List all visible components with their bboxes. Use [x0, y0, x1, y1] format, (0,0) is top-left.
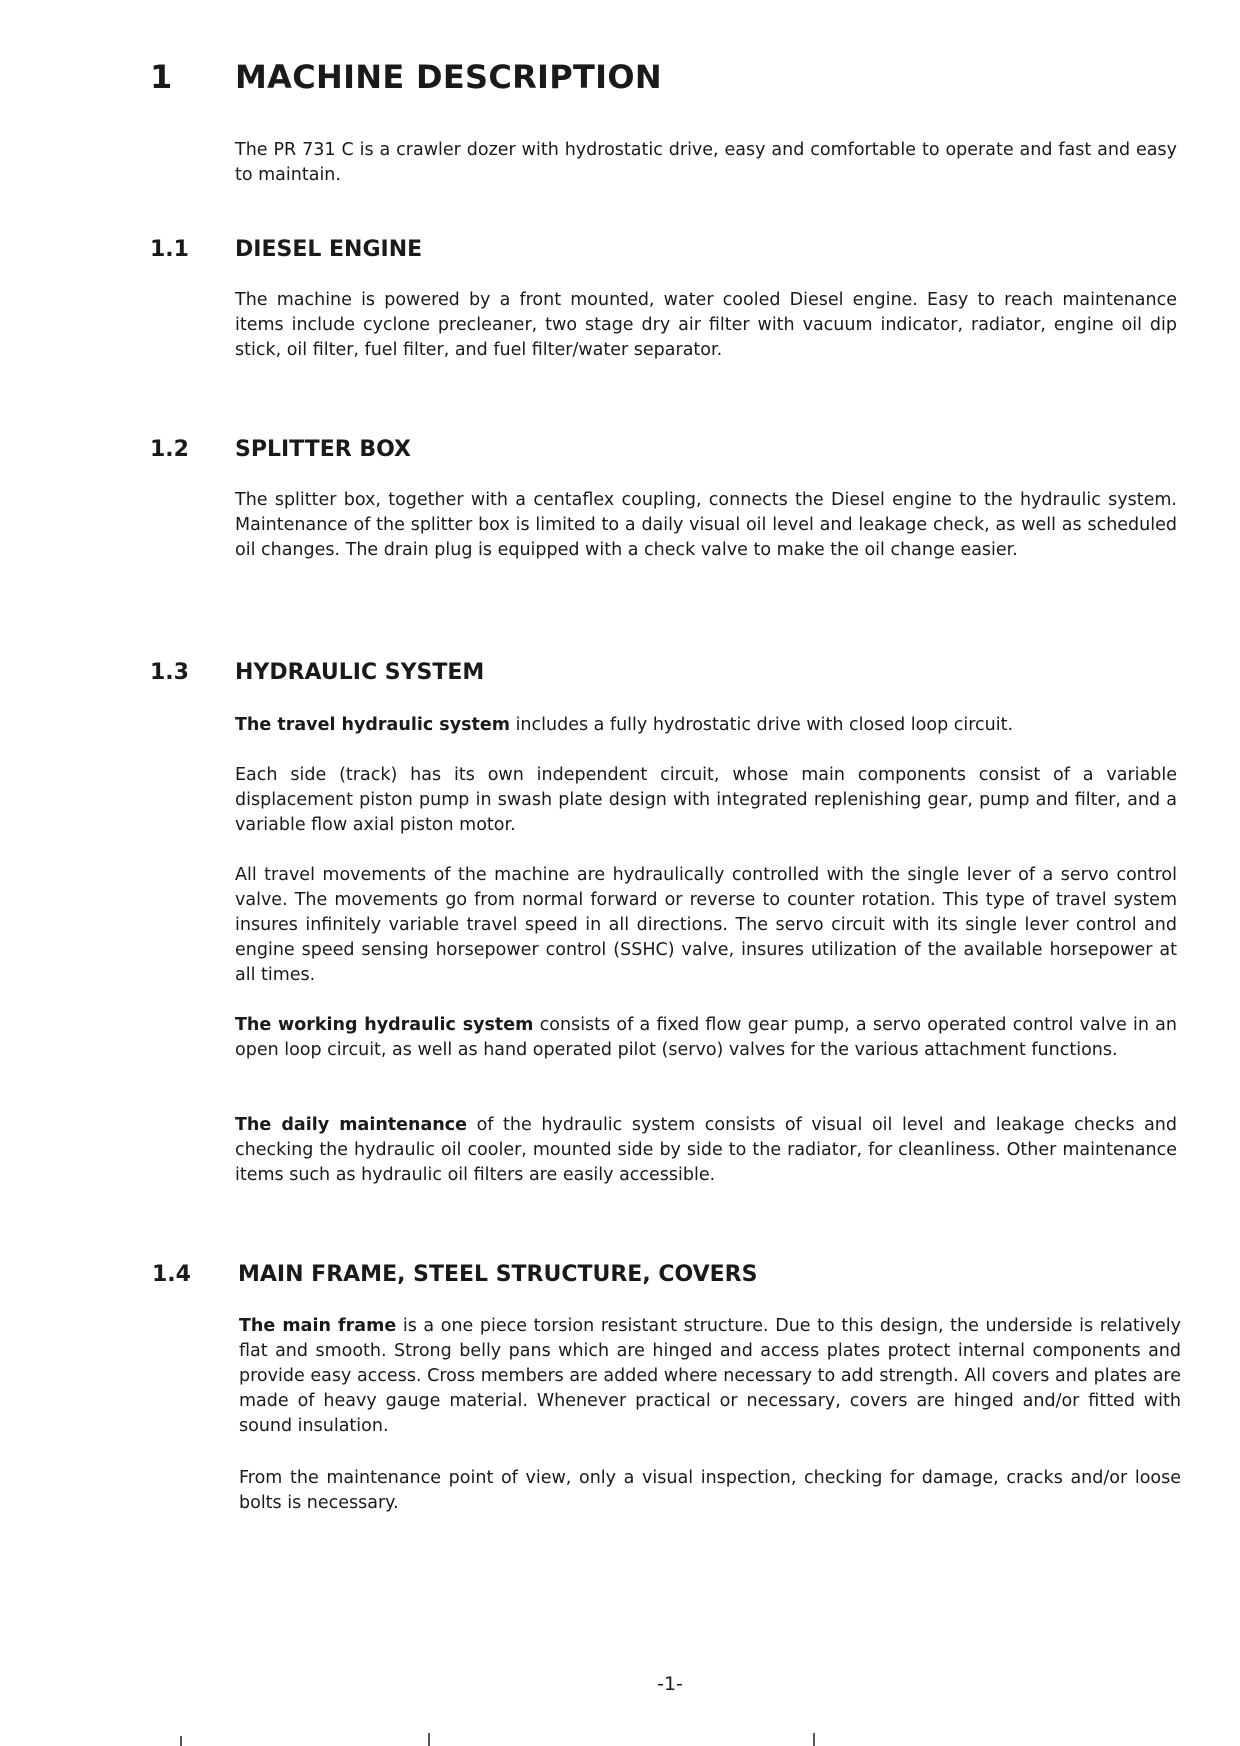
chapter-number: 1: [150, 58, 173, 96]
diesel-engine-paragraph: The machine is powered by a front mounted, water cooled Diesel engine. Easy to reach maintenance items include cyclone precleaner, two stage dry air filter with vacuum indicator, radiator, engine oil dip stick, oil filter, fuel filter, and fuel filter/water separator.: [235, 290, 1177, 360]
bold-lead: The travel hydraulic system: [235, 715, 510, 735]
paragraph-text: is a one piece torsion resistant structure. Due to this design, the underside is relatively flat and smooth. Strong belly pans which are hinged and access plates protect internal components and provide easy access. Cross members are added where necessary to add strength. All covers and plates are made of heavy gauge material. Whenever practical or necessary, covers are hinged and/or fitted with sound insulation.: [239, 1316, 1182, 1436]
section-number: 1.2: [150, 437, 189, 462]
section-title: MAIN FRAME, STEEL STRUCTURE, COVERS: [238, 1262, 758, 1287]
paragraph-text: includes a fully hydrostatic drive with closed loop circuit.: [510, 715, 1014, 735]
chapter-title: MACHINE DESCRIPTION: [235, 58, 662, 96]
independent-circuit-paragraph: Each side (track) has its own independent circuit, whose main components consist of a variable displacement piston pump in swash plate design with integrated replenishing gear, pump and filter, and a variable flow axial piston motor.: [235, 765, 1177, 835]
section-title: SPLITTER BOX: [235, 437, 411, 462]
section-number: 1.4: [152, 1262, 191, 1287]
working-hydraulic-paragraph: [235, 1013, 1177, 1063]
bold-lead: The working hydraulic system: [235, 1015, 534, 1035]
scan-mark: [428, 1733, 430, 1746]
bold-lead: The main frame: [239, 1316, 397, 1336]
section-title: HYDRAULIC SYSTEM: [235, 660, 485, 685]
intro-paragraph: The PR 731 C is a crawler dozer with hydrostatic drive, easy and comfortable to operate and fast and easy to maintain.: [235, 140, 1177, 185]
bold-lead: The daily maintenance: [235, 1115, 467, 1135]
splitter-box-paragraph: The splitter box, together with a centaflex coupling, connects the Diesel engine to the hydraulic system. Maintenance of the splitter box is limited to a daily visual oil level and leakage check, as well as scheduled oil changes. The drain plug is equipped with a check valve to make the oil change easier.: [235, 490, 1177, 560]
travel-movements-paragraph: All travel movements of the machine are hydraulically controlled with the single lever of a servo control valve. The movements go from normal forward or reverse to counter rotation. This type of travel system insures infinitely variable travel speed in all directions. The servo circuit with its single lever control and engine speed sensing horsepower control (SSHC) valve, insures utilization of the available horsepower at all times.: [235, 865, 1177, 985]
scan-mark: [180, 1736, 182, 1746]
paragraph-text: consists of a fixed flow gear pump, a servo operated control valve in an open loop circuit, as well as hand operated pilot (servo) valves for the various attachment functions.: [235, 1015, 1177, 1060]
scan-mark: [813, 1733, 815, 1746]
section-title: DIESEL ENGINE: [235, 237, 423, 262]
section-number: 1.1: [150, 237, 189, 262]
maintenance-view-paragraph: From the maintenance point of view, only a visual inspection, checking for damage, cracks and/or loose bolts is necessary.: [239, 1468, 1181, 1513]
page-number: -1-: [657, 1673, 683, 1695]
main-frame-paragraph: [239, 1314, 1181, 1439]
daily-maintenance-paragraph: [235, 1113, 1177, 1188]
paragraph-text: of the hydraulic system consists of visual oil level and leakage checks and checking the hydraulic oil cooler, mounted side by side to the radiator, for cleanliness. Other maintenance items such as hydraulic oil filters are easily accessible.: [235, 1115, 1177, 1185]
section-number: 1.3: [150, 660, 189, 685]
travel-hydraulic-paragraph: [235, 713, 1177, 738]
